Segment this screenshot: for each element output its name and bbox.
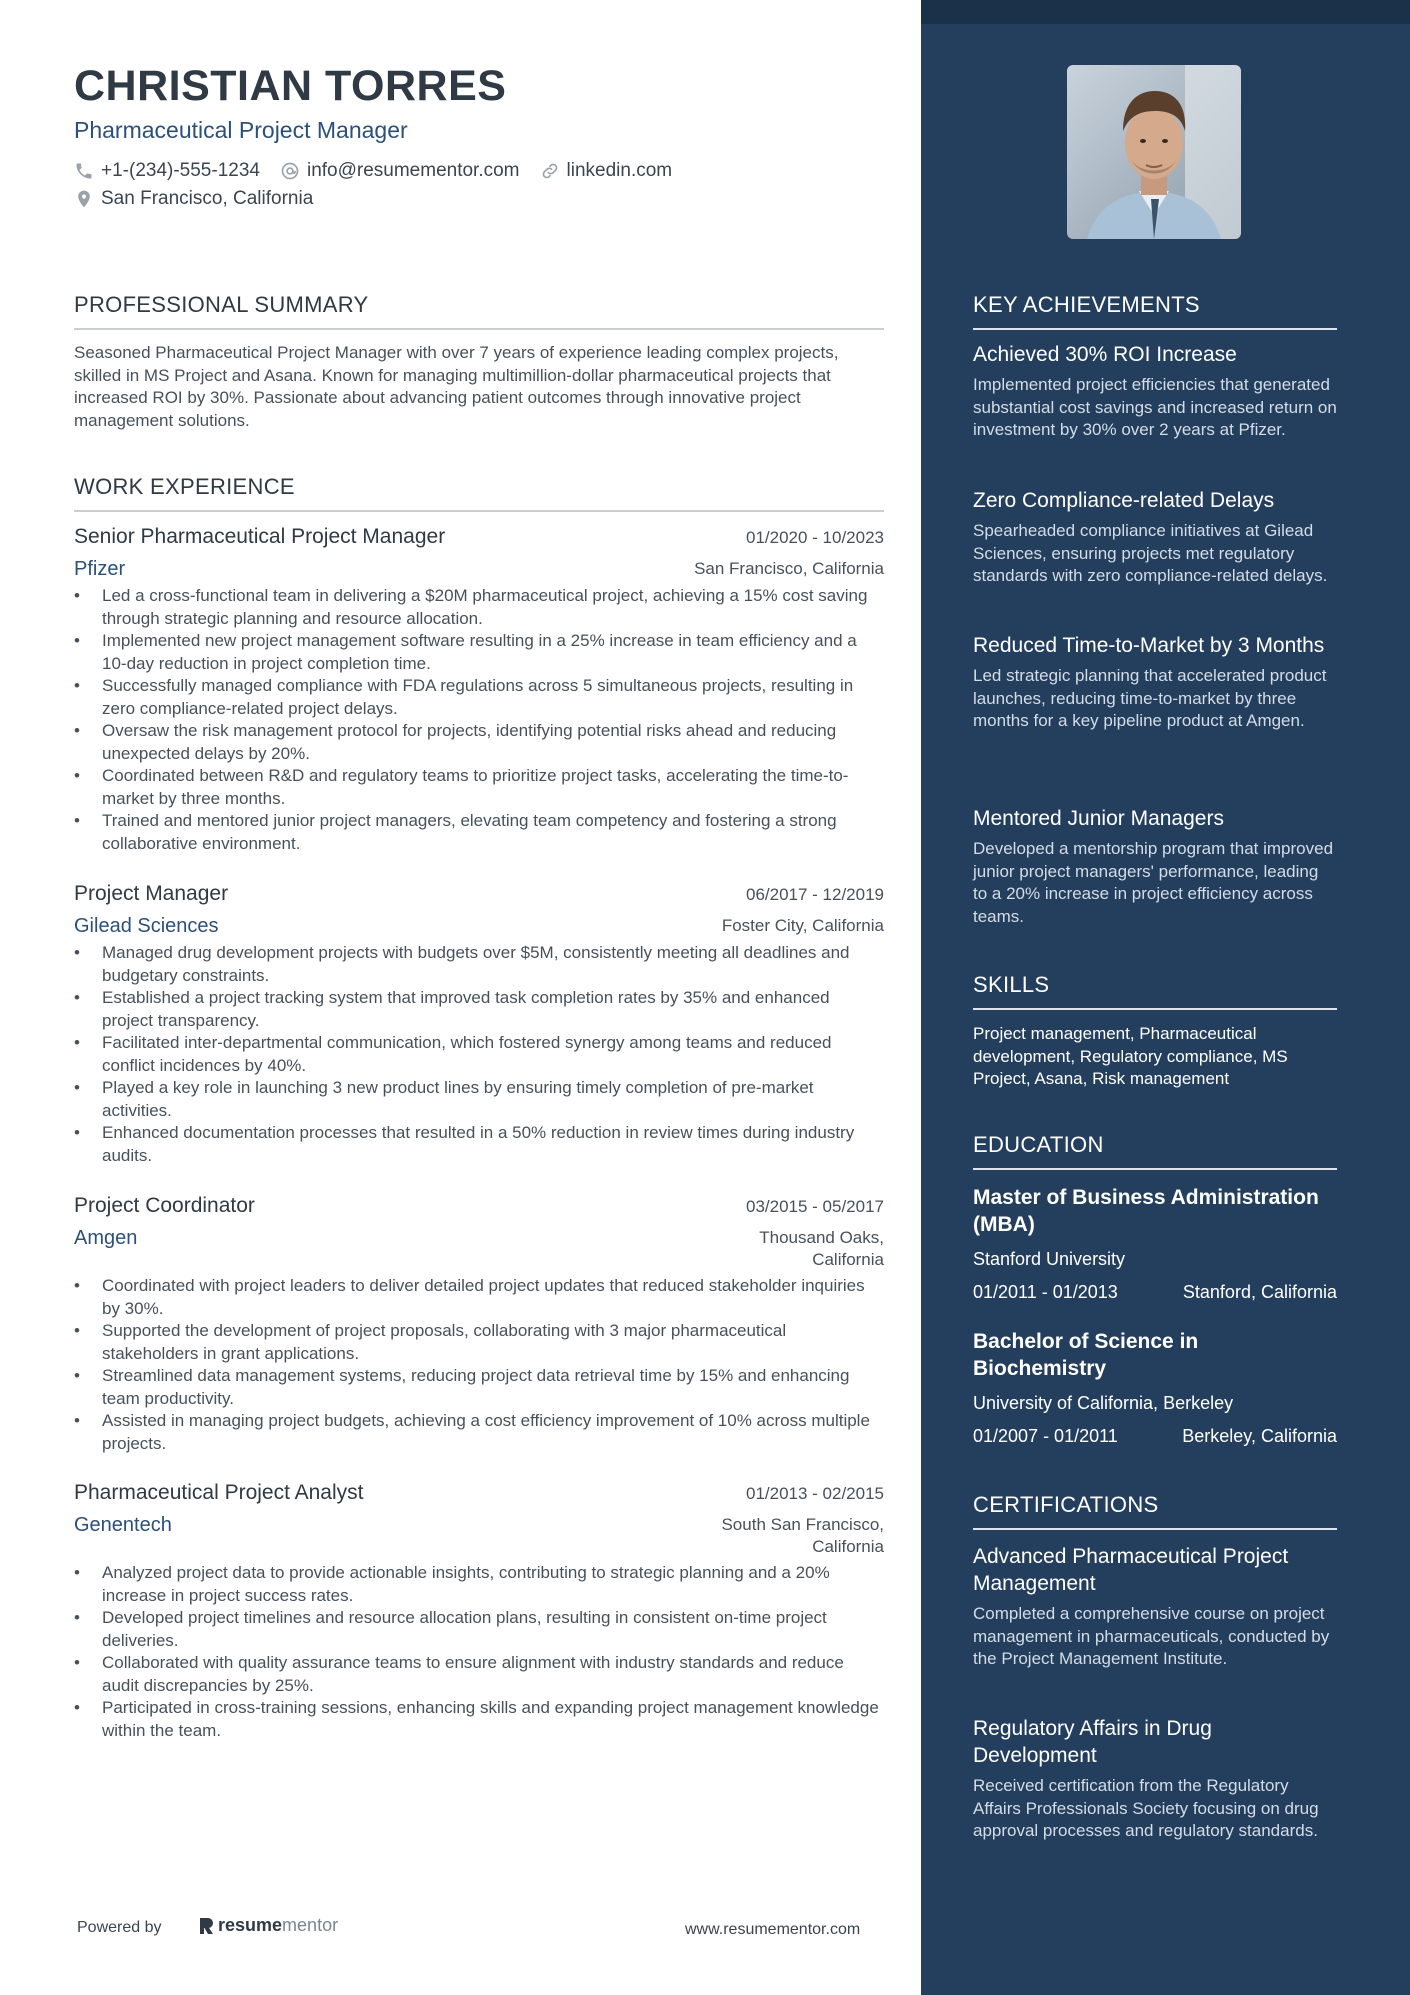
at-icon [280,161,300,181]
powered-by-label: Powered by [77,1919,162,1936]
job-bullets [74,585,884,855]
job-title-headline: Pharmaceutical Project Manager [74,117,408,143]
education-degree: Master of Business Administration (MBA) [973,1186,1319,1236]
bullet-item: • Led a cross-functional team in delivering a $20M pharmaceutical project, achieving a 15% cost saving through strategic planning and resource allocation. [74,585,884,630]
footer-url-link[interactable]: www.resumementor.com [685,1921,861,1938]
certifications-heading: CERTIFICATIONS [973,1492,1337,1530]
bullet-item: • Managed drug development projects with budgets over $5M, consistently meeting all deadlines and budgetary constraints. [74,942,884,987]
bullet-item: • Streamlined data management systems, reducing project data retrieval time by 15% and enhancing team productivity. [74,1365,884,1410]
job-location-line: California [812,1537,884,1556]
job-entry [74,882,884,1167]
education-school: Stanford University [973,1249,1126,1269]
email-text: info@resumementor.com [306,160,520,181]
achievement-desc: Led strategic planning that accelerated product launches, reducing time-to-market by three months for a key pipeline product at Amgen. [973,666,1327,730]
logo-mark-icon [198,1916,214,1936]
achievement-desc: Implemented project efficiencies that generated substantial cost savings and increased return on investment by 30% over 2 years at Pfizer. [973,375,1337,439]
job-bullets [74,942,884,1167]
linkedin-contact[interactable] [540,160,673,182]
achievement-desc: Spearheaded compliance initiatives at Gilead Sciences, ensuring projects met regulatory standards with zero compliance-related delays. [973,521,1328,585]
certification-desc: Completed a comprehensive course on project management in pharmaceuticals, conducted by the Project Management Institute. [973,1604,1330,1668]
bullet-item: • Collaborated with quality assurance teams to ensure alignment with industry standards and reduce audit discrepancies by 25%. [74,1652,884,1697]
job-location-line: South San Francisco, [721,1515,884,1534]
location-row [74,188,333,210]
sidebar-column [921,0,1410,1995]
bullet-item: • Trained and mentored junior project managers, elevating team competency and fostering a strong collaborative environment. [74,810,884,855]
education-item [973,1328,1337,1447]
certification-desc: Received certification from the Regulatory Affairs Professionals Society focusing on drug approval processes and regulatory standards. [973,1776,1319,1840]
achievement-title: Zero Compliance-related Delays [973,489,1275,512]
bullet-item: • Participated in cross-training sessions, enhancing skills and expanding project management knowledge within the team. [74,1697,884,1742]
bullet-item: • Successfully managed compliance with FDA regulations across 5 simultaneous projects, resulting in zero compliance-related project delays. [74,675,884,720]
link-icon [540,161,560,181]
achievement-desc: Developed a mentorship program that improved junior project managers' performance, leading to a 20% increase in project efficiency across teams. [973,839,1334,926]
bullet-item: • Developed project timelines and resource allocation plans, resulting in consistent on-time project deliveries. [74,1607,884,1652]
profile-photo-illustration [1067,65,1241,239]
bullet-item: • Established a project tracking system that improved task completion rates by 35% and enhanced project transparency. [74,987,884,1032]
education-location: Berkeley, California [1182,1426,1337,1446]
job-dates: 01/2013 - 02/2015 [745,1484,884,1503]
education-item [973,1184,1337,1303]
sidebar-top-bar [921,0,1410,24]
achievement-title: Reduced Time-to-Market by 3 Months [973,634,1325,657]
achievements-heading: KEY ACHIEVEMENTS [973,292,1337,330]
logo-text-part1: resume [218,1915,283,1935]
achievement-title: Mentored Junior Managers [973,807,1224,830]
job-dates: 03/2015 - 05/2017 [745,1197,884,1216]
education-location: Stanford, California [1182,1282,1337,1302]
education-dates: 01/2011 - 01/2013 [973,1282,1118,1302]
job-location: San Francisco, California [694,559,884,578]
job-location-line: Thousand Oaks, [759,1228,884,1247]
company-name: Genentech [74,1514,172,1536]
bullet-item: • Enhanced documentation processes that resulted in a 50% reduction in review times during industry audits. [74,1122,884,1167]
achievement-item [973,341,1337,442]
achievement-item [973,487,1337,588]
certification-title: Regulatory Affairs in Drug Development [973,1717,1212,1767]
resumementor-logo[interactable] [198,1915,338,1936]
job-entry [74,525,884,855]
job-entry [74,1194,884,1455]
skills-list: Project management, Pharmaceutical development, Regulatory compliance, MS Project, Asana, Risk management [973,1024,1288,1088]
phone-icon [74,161,94,181]
job-location: Foster City, California [721,916,884,935]
bullet-item: • Implemented new project management software resulting in a 25% increase in team efficiency and a 10-day reduction in project completion time. [74,630,884,675]
phone-text: +1-(234)-555-1234 [101,160,260,181]
email-contact[interactable] [280,160,520,182]
job-title: Project Manager [74,882,229,905]
summary-text: Seasoned Pharmaceutical Project Manager with over 7 years of experience leading complex projects, skilled in MS Project and Asana. Known for managing multimillion-dollar pharmaceutical projects that increased ROI by 30%. Passionate about advancing patient outcomes through innovative project management solutions. [74,343,839,430]
candidate-name: CHRISTIAN TORRES [74,62,507,110]
job-bullets [74,1275,884,1455]
bullet-item: • Coordinated with project leaders to deliver detailed project updates that reduced stakeholder inquiries by 30%. [74,1275,884,1320]
job-location-line: California [812,1250,884,1269]
achievement-title: Achieved 30% ROI Increase [973,343,1237,366]
bullet-item: • Assisted in managing project budgets, achieving a cost efficiency improvement of 10% across multiple projects. [74,1410,884,1455]
bullet-item: • Facilitated inter-departmental communication, which fostered synergy among teams and reduced conflict incidences by 40%. [74,1032,884,1077]
education-degree: Bachelor of Science in Biochemistry [973,1330,1199,1380]
bullet-item: • Coordinated between R&D and regulatory teams to prioritize project tasks, accelerating the time-to-market by three months. [74,765,884,810]
job-dates: 01/2020 - 10/2023 [745,528,884,547]
bullet-item: • Played a key role in launching 3 new product lines by ensuring timely completion of pre-market activities. [74,1077,884,1122]
bullet-item: • Supported the development of project proposals, collaborating with 3 major pharmaceutical stakeholders in grant applications. [74,1320,884,1365]
company-name: Pfizer [74,558,126,580]
job-title: Project Coordinator [74,1194,255,1217]
phone-contact [74,160,260,182]
job-bullets [74,1562,884,1742]
job-title: Pharmaceutical Project Analyst [74,1481,364,1504]
achievement-item [973,632,1337,733]
map-pin-icon [74,188,94,210]
certification-item [973,1543,1337,1671]
experience-heading: WORK EXPERIENCE [74,474,884,512]
summary-heading: PROFESSIONAL SUMMARY [74,292,884,330]
company-name: Amgen [74,1227,138,1249]
certification-item [973,1715,1337,1843]
company-name: Gilead Sciences [74,915,219,937]
location-contact [74,188,313,210]
achievement-item [973,805,1337,928]
job-location [759,1227,884,1271]
job-title: Senior Pharmaceutical Project Manager [74,525,446,548]
profile-photo [1067,65,1241,239]
location-text: San Francisco, California [101,188,314,209]
contact-row [74,160,692,182]
education-heading: EDUCATION [973,1132,1337,1170]
logo-text-part2: mentor [282,1915,339,1935]
skills-heading: SKILLS [973,972,1337,1010]
education-dates: 01/2007 - 01/2011 [973,1426,1118,1446]
job-location [721,1514,884,1558]
certification-title: Advanced Pharmaceutical Project Management [973,1545,1289,1595]
job-dates: 06/2017 - 12/2019 [745,885,884,904]
bullet-item: • Analyzed project data to provide actionable insights, contributing to strategic planning and a 20% increase in project success rates. [74,1562,884,1607]
linkedin-text: linkedin.com [566,160,673,181]
bullet-item: • Oversaw the risk management protocol for projects, identifying potential risks ahead and reducing unexpected delays by 20%. [74,720,884,765]
job-entry [74,1481,884,1742]
education-school: University of California, Berkeley [973,1393,1234,1413]
